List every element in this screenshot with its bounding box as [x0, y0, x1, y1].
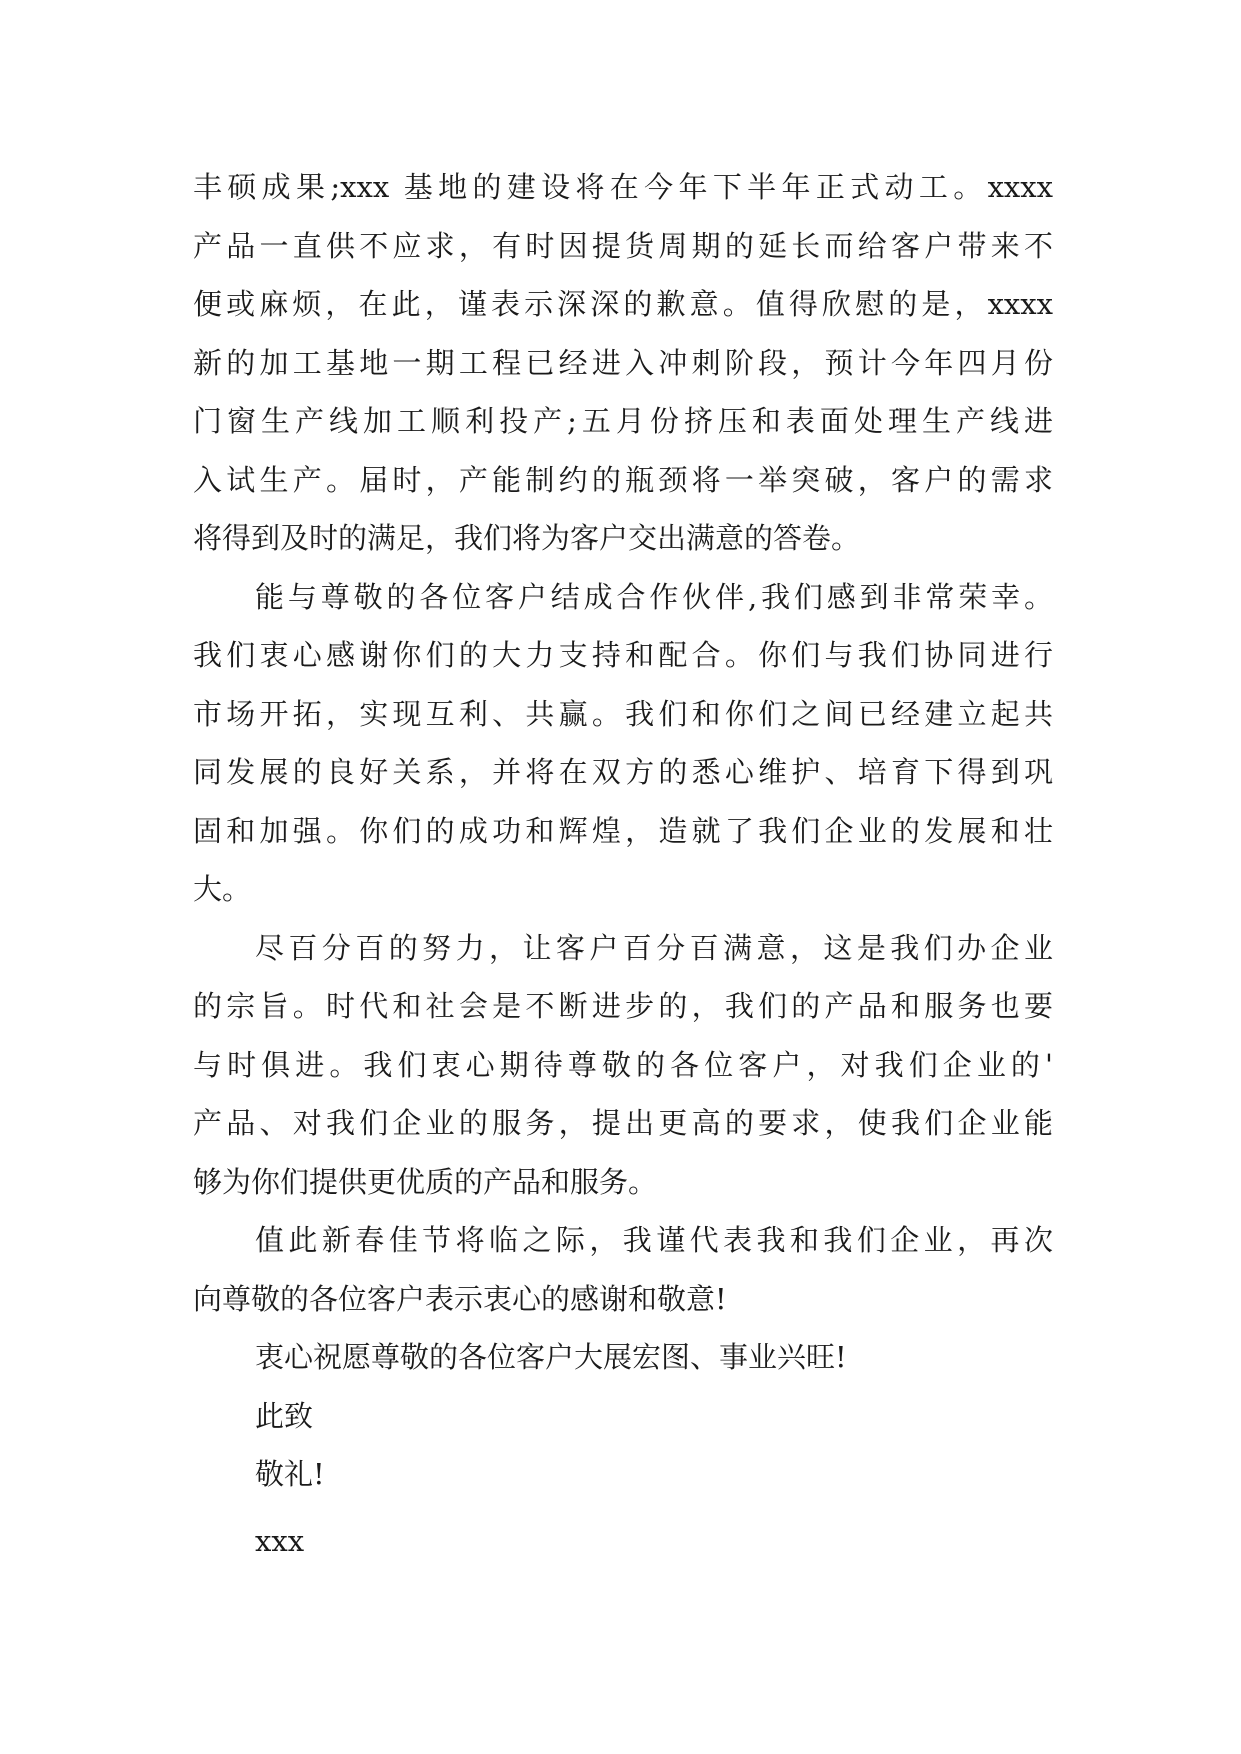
text-line: 市场开拓，实现互利、共赢。我们和你们之间已经建立起共: [193, 696, 1053, 731]
text-line: 丰硕成果;xxx 基地的建设将在今年下半年正式动工。xxxx: [193, 170, 1053, 204]
paragraph-3: [193, 919, 1053, 1212]
text-line: 便或麻烦，在此，谨表示深深的歉意。值得欣慰的是，xxxx: [193, 287, 1053, 321]
text-line: 够为你们提供更优质的产品和服务。: [193, 1164, 658, 1199]
text-line: 入试生产。届时，产能制约的瓶颈将一举突破，客户的需求: [193, 462, 1053, 497]
text-line: 尽百分百的努力，让客户百分百满意，这是我们办企业: [255, 930, 1053, 965]
text-line: 将得到及时的满足，我们将为客户交出满意的答卷。: [193, 521, 861, 555]
text-line: 向尊敬的各位客户表示衷心的感谢和敬意!: [193, 1281, 727, 1316]
text-line: 门窗生产线加工顺利投产;五月份挤压和表面处理生产线进: [193, 404, 1053, 438]
paragraph-4: [193, 1211, 1053, 1328]
text-line: 新的加工基地一期工程已经进入冲刺阶段，预计今年四月份: [193, 345, 1053, 380]
paragraph-2: [193, 568, 1053, 919]
text-line: 固和加强。你们的成功和辉煌，造就了我们企业的发展和壮: [193, 813, 1053, 848]
text-line: 同发展的良好关系，并将在双方的悉心维护、培育下得到巩: [193, 755, 1053, 789]
text-line: 产品、对我们企业的服务，提出更高的要求，使我们企业能: [193, 1106, 1053, 1140]
text-line: 值此新春佳节将临之际，我谨代表我和我们企业，再次: [255, 1223, 1053, 1257]
letter-body: [193, 158, 1053, 1570]
text-line: 的宗旨。时代和社会是不断进步的，我们的产品和服务也要: [193, 989, 1053, 1023]
text-line: 与时俱进。我们衷心期待尊敬的各位客户，对我们企业的': [193, 1047, 1053, 1082]
salutation-line-1: 此致: [255, 1398, 314, 1433]
text-line: 大。: [193, 872, 252, 906]
closing-wish: 衷心祝愿尊敬的各位客户大展宏图、事业兴旺!: [255, 1340, 847, 1374]
text-line: 能与尊敬的各位客户结成合作伙伴,我们感到非常荣幸。: [255, 579, 1053, 614]
spacer: [193, 1504, 1053, 1512]
signature: xxx: [255, 1523, 305, 1558]
salutation-line-2: 敬礼!: [255, 1457, 325, 1491]
closing: [193, 1328, 1053, 1570]
paragraph-1: [193, 158, 1053, 568]
text-line: 我们衷心感谢你们的大力支持和配合。你们与我们协同进行: [193, 638, 1053, 672]
text-line: 产品一直供不应求，有时因提货周期的延长而给客户带来不: [193, 228, 1053, 263]
